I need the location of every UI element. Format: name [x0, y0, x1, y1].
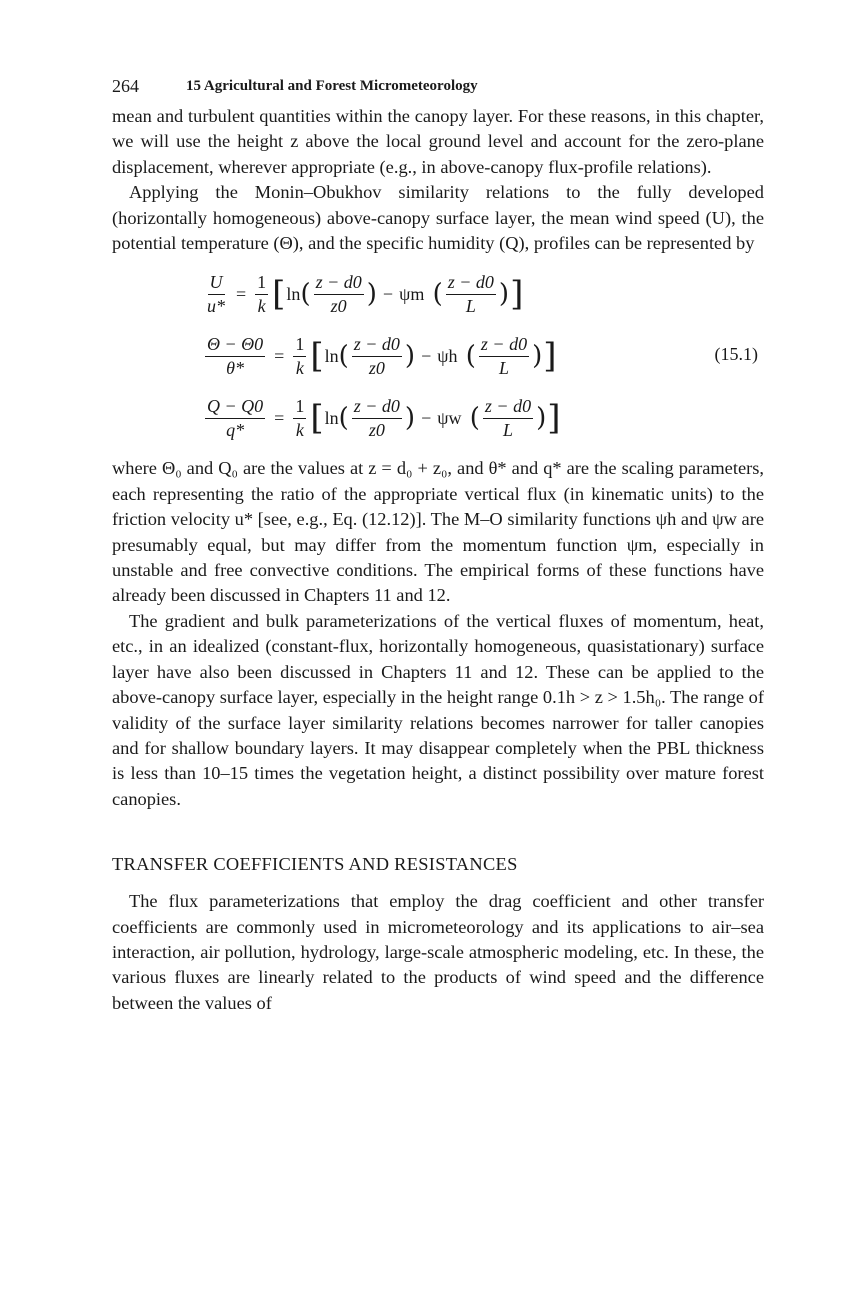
- lhs-fraction: $\frac{U}{u*}$: [207, 271, 225, 316]
- paragraph-4: The gradient and bulk parameterizations of the vertical fluxes of momentum, heat, etc., in an idealized (constant-flux, horizontally homogeneous, quasistationary) surface layer have also been discussed in Chapters 11 and 12. These can be applied to the above-canopy surface layer, especially in the height range 0.1h > z > 1.5h₀. The range of validity of the surface layer similarity relations becomes narrower for taller canopies and for shallow boundary layers. It may disappear completely when the PBL thickness is less than 10–15 times the vegetation height, a distinct possibility over mature forest canopies.: [112, 610, 764, 809]
- paragraph-3: where Θ₀ and Q₀ are the values at z = d₀ + z₀, and θ* and q* are the scaling parameters, each representing the ratio of the appropriate vertical flux (in kinematic units) to the friction velocity u* [see, e.g., Eq. (12.12)]. The M–O similarity functions ψh and ψw are presumably equal, but may differ from the momentum function ψm, especially in unstable and free convective conditions. The empirical forms of these functions have already been discussed in Chapters 11 and 12.: [112, 458, 764, 606]
- lhs-fraction: $\frac{\Theta - \Theta 0}{\theta*}$: [207, 333, 264, 378]
- psi-function: ψm: [399, 283, 425, 304]
- one-over-k: $\frac{1}{k}$: [295, 333, 305, 378]
- psi-function: ψw: [437, 407, 462, 428]
- equation-number: (15.1): [714, 344, 758, 365]
- paragraph-5: The flux parameterizations that employ the drag coefficient and other transfer coefficients are commonly used in micrometeorology and its applications to air–sea interaction, air pollution, hydrology, large-scale atmospheric modeling, etc. In these, the various fluxes are linearly related to the products of wind speed and the difference between the values of: [112, 891, 764, 1013]
- running-header: [112, 70, 764, 104]
- equation-row-wind: $\frac{U}{u*}$ = $\frac{1}{k}$ [ ln ( $\frac{z - d0}{z0}$ ) − ψm ( $\frac{z - d0}{L}$ ) ]: [207, 271, 524, 316]
- equation-block: [112, 266, 764, 448]
- one-over-k: $\frac{1}{k}$: [295, 395, 305, 440]
- section-heading: TRANSFER COEFFICIENTS AND RESISTANCES: [112, 854, 518, 875]
- lhs-fraction: $\frac{Q - Q0}{q*}$: [207, 395, 264, 440]
- running-head-title: 15 Agricultural and Forest Micrometeorology: [186, 78, 478, 94]
- equation-row-humidity: $\frac{Q - Q0}{q*}$ = $\frac{1}{k}$ [ ln ( $\frac{z - d0}{z0}$ ) − ψw ( $\frac{z - d0}{L}$ ) ]: [207, 395, 561, 440]
- equation-row-temperature: $\frac{\Theta - \Theta 0}{\theta*}$ = $\frac{1}{k}$ [ ln ( $\frac{z - d0}{z0}$ ) − ψh ( $\frac{z - d0}{L}$ ) ]: [207, 333, 557, 378]
- psi-function: ψh: [437, 345, 458, 366]
- book-page: [112, 70, 764, 1016]
- one-over-k: $\frac{1}{k}$: [257, 271, 267, 316]
- page-number: 264: [112, 76, 139, 96]
- paragraph-2: Applying the Monin–Obukhov similarity relations to the fully developed (horizontally homogeneous) above-canopy surface layer, the mean wind speed (U), the potential temperature (Θ), and the specific humidity (Q), profiles can be represented by: [112, 182, 764, 254]
- paragraph-1: mean and turbulent quantities within the canopy layer. For these reasons, in this chapter, we will use the height z above the local ground level and account for the zero-plane displacement, wherever appropriate (e.g., in above-canopy flux-profile relations).: [112, 106, 764, 177]
